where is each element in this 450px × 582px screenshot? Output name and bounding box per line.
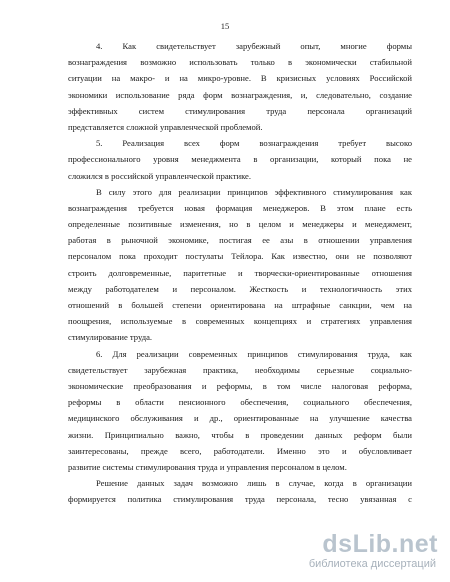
text-line: работая в рыночной экономике, постигая ее азы в отношении управления — [68, 235, 412, 246]
text-line: 4. Как свидетельствует зарубежный опыт, многие формы — [96, 41, 412, 51]
paragraph-new-formation — [68, 184, 412, 346]
text-line: строить долговременные, паритетные и творчески-ориентированные отношения — [68, 267, 412, 278]
text-line: экономики использование ряда форм вознаграждения, и, следовательно, создание — [68, 89, 412, 100]
text-line: жизни. Принципиально важно, чтобы в проведении данных реформ были — [68, 429, 412, 440]
text-line: ситуации на макро- и на микро-уровне. В кризисных условиях Российской — [68, 73, 412, 84]
text-line: медицинского обслуживания и др., ориентированные на улучшение качества — [68, 413, 412, 424]
text-line: вознаграждения требуется новая формация менеджеров. В этом плане есть — [68, 202, 412, 213]
text-line: свидетельствует зарубежная практика, необходимы серьезные социально- — [68, 364, 412, 375]
text-line: профессионального уровня менеджмента в организации, который пока не — [68, 154, 412, 165]
text-line: отношений в большей степени ориентирована на штрафные санкции, чем на — [68, 300, 412, 310]
text-line: сложился в российской управленческой практике. — [68, 170, 252, 181]
document-body — [68, 38, 412, 507]
text-line: персоналом пока проходит постулаты Тейлора. Как известно, они не позволяют — [68, 251, 412, 262]
text-line: Решение данных задач возможно лишь в случае, когда в организации — [96, 478, 412, 489]
text-line: вознаграждения возможно использовать только в экономически стабильной — [68, 57, 412, 68]
text-line: стимулирование труда. — [68, 332, 153, 343]
paragraph-item-6 — [68, 346, 412, 476]
text-line: 5. Реализация всех форм вознаграждения требует высоко — [96, 138, 412, 149]
text-line: реформы в области пенсионного обеспечения, социального обеспечения, — [68, 397, 412, 408]
text-line: представляется сложной управленческой проблемой. — [68, 121, 263, 132]
paragraph-item-4 — [68, 38, 412, 135]
text-line: экономические преобразования и реформы, в том числе налоговая реформа, — [68, 380, 412, 391]
text-line: определенные позитивные изменения, но в целом и менеджеры и менеджмент, — [68, 219, 412, 230]
text-line: заинтересованы, прежде всего, работодатели. Именно это и обусловливает — [68, 445, 412, 456]
page-number: 15 — [220, 21, 230, 31]
text-line: между работодателем и персоналом. Жесткость и технологичность этих — [68, 283, 412, 294]
text-line: развитие системы стимулирования труда и управления персоналом в целом. — [68, 461, 347, 472]
text-line: эффективных систем стимулирования труда персонала организаций — [68, 105, 412, 116]
watermark-caption: библиотека диссертаций — [308, 558, 436, 570]
watermark-logo: dsLib.net — [322, 530, 438, 558]
text-line: поощрения, используемые в современных концепциях и стратегиях управления — [68, 316, 412, 327]
paragraph-item-5 — [68, 135, 412, 184]
text-line: 6. Для реализации современных принципов стимулирования труда, как — [96, 348, 412, 359]
watermark — [288, 530, 438, 574]
paragraph-solution — [68, 475, 412, 507]
text-line: В силу этого для реализации принципов эффективного стимулирования как — [96, 186, 412, 197]
text-line: формируется политика стимулирования труда персонала, тесно увязанная с — [68, 494, 412, 505]
